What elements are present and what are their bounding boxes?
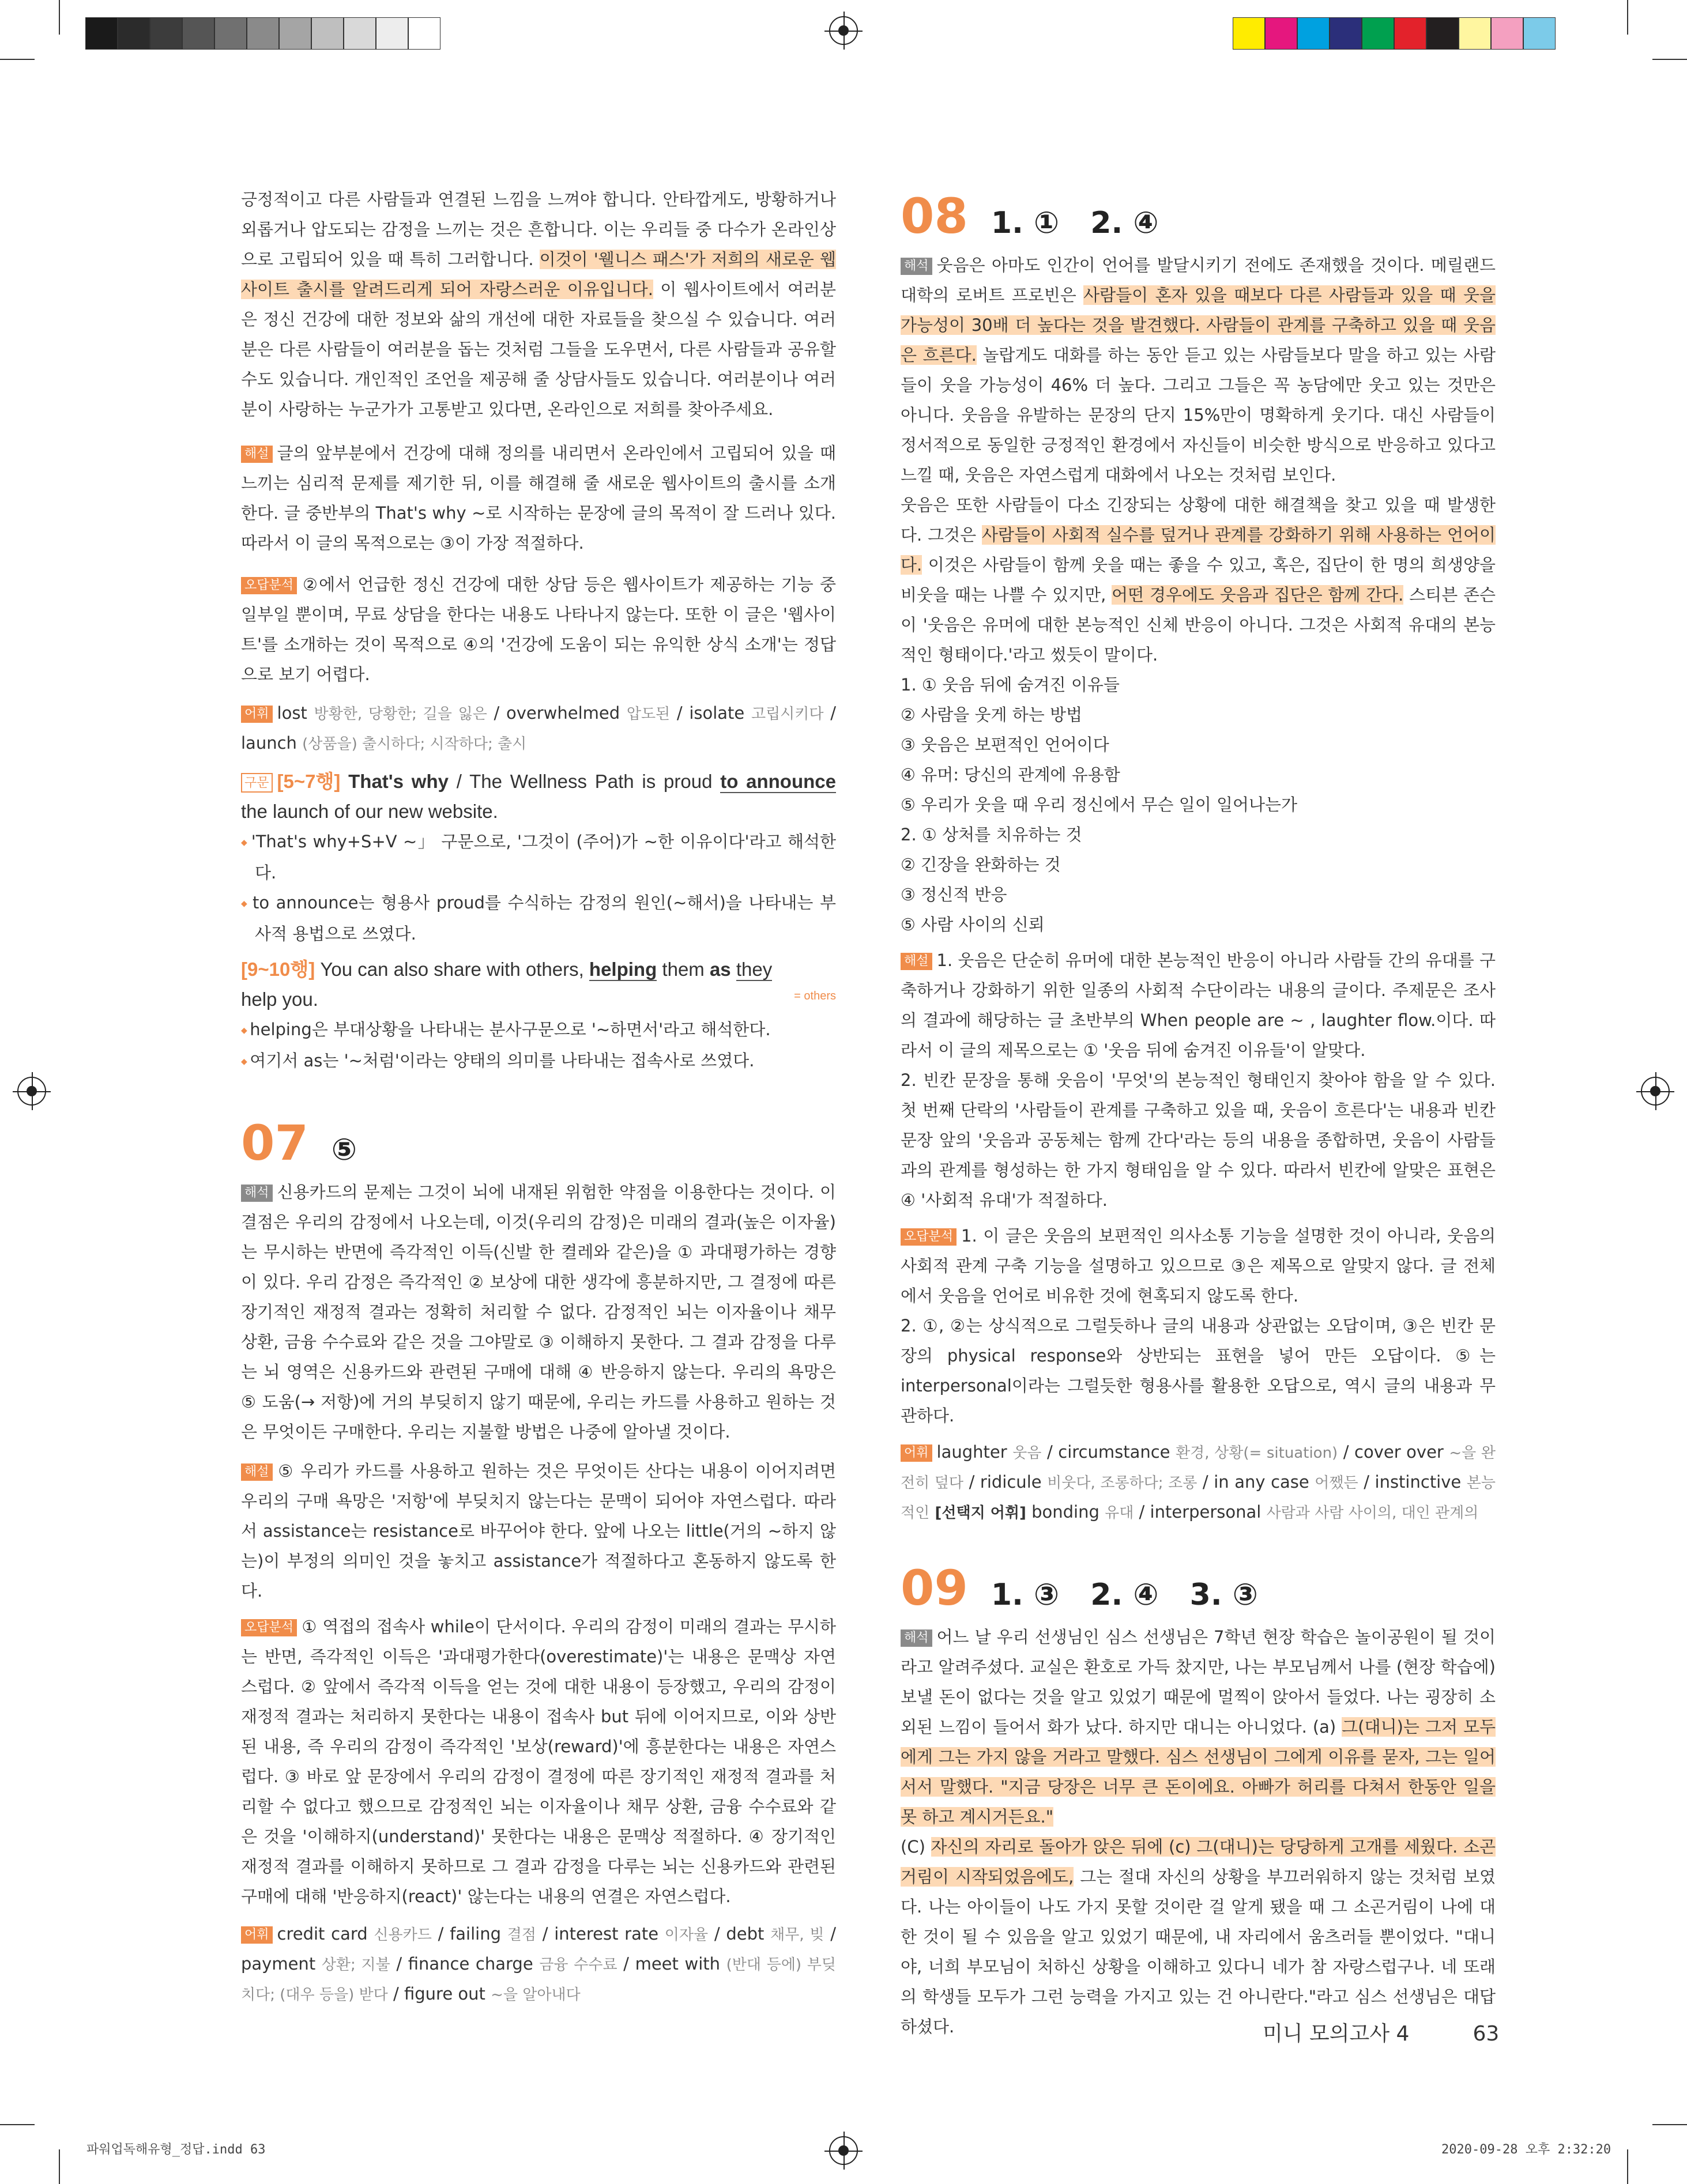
right-column — [901, 190, 1496, 2042]
syntax-bullet: ◆ helping은 부대상황을 나타내는 분사구문으로 '~하면서'라고 해석한다. — [241, 1014, 836, 1046]
choice-item: ② 긴장을 완화하는 것 — [901, 855, 1061, 874]
tag-odap: 오답분석 — [241, 1619, 297, 1636]
tag-haeseok: 해석 — [901, 258, 932, 275]
explanation: 해설 글의 앞부분에서 건강에 대해 정의를 내리면서 온라인에서 고립되어 있을 때 느끼는 심리적 문제를 제기한 뒤, 이를 해결해 줄 새로운 웹사이트의 출시를 소개한다. 글 중반부의 That's why ~로 시작하는 문장에 글의 목적이 잘 드러나 있다. 따라서 이 글의 목적으로는 ③이 가장 적절하다. — [241, 443, 836, 553]
choice-item: 1. ① 웃음 뒤에 숨겨진 이유들 — [901, 675, 1120, 695]
color-swatch — [150, 17, 182, 50]
color-swatch — [1265, 17, 1297, 50]
tag-haeseol: 해설 — [241, 446, 273, 463]
color-swatch — [376, 17, 408, 50]
question-07-header — [241, 1117, 836, 1169]
color-swatch — [247, 17, 279, 50]
tag-haeseol: 해설 — [901, 953, 932, 970]
crop-mark — [0, 59, 35, 60]
q07-wrong-answer-analysis: 오답분석 ① 역접의 접속사 while이 단서이다. 우리의 감정이 미래의 결과는 무시하는 반면, 즉각적인 이득은 '과대평가한다(overestimate)'는 내용은 문맥상 자연스럽다. ② 앞에서 즉각적 이득을 얻는 것에 대한 내용이 등장했고, 우리의 감정이 재정적 결과는 처리하지 못한다는 내용이 접속사 but 뒤에 이어지므로, 이와 상반된 내용, 즉 우리의 감정이 즉각적인 '보상(reward)'에 흥분한다는 내용은 자연스럽다. ③ 바로 앞 문장에서 우리의 감정이 결정에 따른 장기적인 재정적 결과를 처리할 수 없다고 했으므로 감정적인 뇌는 이자율이나 채무 상환, 금융 수수료와 같은 것을 '이해하지(understand)' 못한다는 내용은 문맥상 적절하다. ④ 장기적인 재정적 결과를 이해하지 못하므로 그 결과 감정을 다루는 뇌는 신용카드와 관련된 구매에 대해 '반응하지(react)' 않는다는 내용의 연결은 자연스럽다. — [241, 1617, 836, 1906]
color-swatch — [311, 17, 344, 50]
q08-wrong-answer-2: 2. ①, ②는 상식적으로 그럴듯하나 글의 내용과 상관없는 오답이며, ③은 빈칸 문장의 physical response와 상반되는 표현을 넣어 만든 오답이다. ⑤는 interpersonal이라는 그럴듯한 형용사를 활용한 오답으로, 역시 글의 내용과 무관하다. — [901, 1316, 1496, 1425]
highlighted-sentence: 이것이 '웰니스 패스'가 저희의 새로운 웹사이트 출시를 알려드리게 되어 자랑스러운 이유입니다. — [241, 250, 836, 299]
tag-vocab: 어휘 — [241, 706, 273, 723]
color-swatch — [182, 17, 214, 50]
choice-item: ② 사람을 웃게 하는 방법 — [901, 705, 1082, 725]
question-answer: ⑤ — [331, 1133, 357, 1167]
color-swatch — [279, 17, 311, 50]
q08-choices — [901, 670, 1496, 940]
syntax-bullet: ◆ to announce는 형용사 proud를 수식하는 감정의 원인(~해서)을 나타내는 부사적 용법으로 쓰였다. — [241, 888, 836, 949]
color-swatch — [344, 17, 376, 50]
color-swatch — [1394, 17, 1426, 50]
cmyk-color-bar — [1233, 17, 1556, 50]
choice-item: ⑤ 사람 사이의 신뢰 — [901, 915, 1045, 934]
vocabulary: 어휘 lost 방황한, 당황한; 길을 잃은 / overwhelmed 압도된 / isolate 고립시키다 / launch (상품을) 출시하다; 시작하다; 출시 — [241, 703, 836, 753]
syntax-bullet: ◆ 여기서 as는 '~처럼'이라는 양태의 의미를 나타내는 접속사로 쓰였다. — [241, 1046, 836, 1077]
tag-haeseok: 해석 — [241, 1185, 273, 1202]
syntax-bullet: ◆ 'That's why+S+V ~」 구문으로, '그것이 (주어)가 ~한 이유이다'라고 해석한다. — [241, 827, 836, 888]
registration-mark-icon — [829, 16, 858, 45]
grayscale-color-bar — [85, 17, 440, 50]
choice-item: ③ 정신적 반응 — [901, 885, 1007, 904]
color-swatch — [1459, 17, 1491, 50]
color-swatch — [1491, 17, 1523, 50]
color-swatch — [1297, 17, 1330, 50]
crop-mark — [1627, 0, 1628, 35]
question-answer: 1. ① 2. ④ — [991, 206, 1159, 240]
slug-filename: 파워업독해유형_정답.indd 63 — [86, 2142, 266, 2157]
q08-translation-p2: 웃음은 또한 사람들이 다소 긴장되는 상황에 대한 해결책을 찾고 있을 때 발생한다. 그것은 사람들이 사회적 실수를 덮거나 관계를 강화하기 위해 사용하는 언어이다. 이것은 사람들이 함께 웃을 때는 좋을 수 있고, 혹은, 집단이 한 명의 희생양을 비웃을 때는 나쁠 수 있지만, 어떤 경우에도 웃음과 집단은 함께 간다. 스티븐 존슨이 '웃음은 유머에 대한 본능적인 신체 반응이 아니다. 그것은 사회적 유대의 본능적인 형태이다.'라고 썼듯이 말이다. — [901, 495, 1496, 665]
crop-mark — [0, 2124, 35, 2125]
color-swatch — [85, 17, 118, 50]
syntax-note-1: 구문 [5~7행] That's why / The Wellness Path is proud to announce the launch of our new website. — [241, 771, 836, 822]
wrong-answer-analysis: 오답분석 ②에서 언급한 정신 건강에 대한 상담 등은 웹사이트가 제공하는 기능 중 일부일 뿐이며, 무료 상담을 한다는 내용도 나타나지 않는다. 또한 이 글은 '웹사이트'를 소개하는 것이 목적으로 ④의 '건강에 도움이 되는 유익한 상식 소개'는 정답으로 보기 어렵다. — [241, 575, 836, 684]
footer-title: 미니 모의고사 4 — [1263, 2022, 1410, 2046]
color-swatch — [1330, 17, 1362, 50]
q07-translation: 해석 신용카드의 문제는 그것이 뇌에 내재된 위험한 약점을 이용한다는 것이다. 이 결점은 우리의 감정에서 나오는데, 이것(우리의 감정)은 미래의 결과(높은 이자율)는 무시하는 반면에 즉각적인 이득(신발 한 켤레와 같은)을 ① 과대평가하는 경향이 있다. 우리 감정은 즉각적인 ② 보상에 대한 생각에 흥분하지만, 그 결정에 따른 장기적인 재정적 결과는 정확히 처리할 수 없다. 감정적인 뇌는 이자율이나 채무 상환, 금융 수수료와 같은 것을 그야말로 ③ 이해하지 못한다. 그 결과 감정을 다루는 뇌 영역은 신용카드와 관련된 구매에 대해 ④ 반응하지 않는다. 우리의 욕망은 ⑤ 도움(→ 저항)에 거의 부딪히지 않기 때문에, 우리는 카드를 사용하고 원하는 것은 무엇이든 구매한다. 우리는 지불할 방법은 나중에 알아낼 것이다. — [241, 1182, 836, 1442]
vocab-item: lost — [277, 703, 307, 723]
passage-translation: 긍정적이고 다른 사람들과 연결된 느낌을 느껴야 합니다. 안타깝게도, 방황하거나 외롭거나 압도되는 감정을 느끼는 것은 흔합니다. 이는 우리들 중 다수가 온라인상으로 고립되어 있을 때 특히 그러합니다. 이것이 '웰니스 패스'가 저희의 새로운 웹사이트 출시를 알려드리게 되어 자랑스러운 이유입니다. 이 웹사이트에서 여러분은 정신 건강에 대한 정보와 삶의 개선에 대한 자료들을 찾으실 수 있습니다. 여러분은 다른 사람들이 여러분을 돕는 것처럼 그들을 도우면서, 다른 사람들과 공유할 수도 있습니다. 개인적인 조언을 제공해 줄 상담사들도 있습니다. 여러분이나 여러분이 사랑하는 누군가가 고통받고 있다면, 온라인으로 저희를 찾아주세요. — [241, 190, 836, 419]
color-swatch — [1233, 17, 1265, 50]
crop-mark — [1627, 2149, 1628, 2184]
tag-odap: 오답분석 — [901, 1228, 957, 1246]
crop-mark — [59, 2149, 60, 2184]
color-swatch — [214, 17, 247, 50]
choice-item: 2. ① 상처를 치유하는 것 — [901, 825, 1082, 844]
q08-vocabulary: 어휘 laughter 웃음 / circumstance 환경, 상황(= situation) / cover over ~을 완전히 덮다 / ridicule 비웃다, 조롱하다; 조롱 / in any case 어쨌든 / instinctive 본능적인 [선택지 어휘] bonding 유대 / interpersonal 사람과 사람 사이의, 대인 관계의 — [901, 1442, 1496, 1522]
choice-item: ④ 유머: 당신의 관계에 유용함 — [901, 765, 1120, 784]
q08-wrong-answer-1: 오답분석 1. 이 글은 웃음의 보편적인 의사소통 기능을 설명한 것이 아니라, 웃음의 사회적 관계 구축 기능을 설명하고 있으므로 ③은 제목으로 알맞지 않다. 글 전체에서 웃음을 언어로 비유한 것에 현혹되지 않도록 한다. — [901, 1226, 1496, 1306]
registration-mark-icon — [1641, 1077, 1670, 1106]
q07-explanation: 해설 ⑤ 우리가 카드를 사용하고 원하는 것은 무엇이든 산다는 내용이 이어지려면 우리의 구매 욕망은 '저항'에 부딪치지 않는다는 문맥이 되어야 자연스럽다. 따라서 assistance는 resistance로 바꾸어야 한다. 앞에 나오는 little(거의 ~하지 않는)이 부정의 의미인 것을 놓치고 assistance가 적절하다고 혼동하지 않도록 한다. — [241, 1461, 836, 1601]
q07-vocabulary: 어휘 credit card 신용카드 / failing 결점 / interest rate 이자율 / debt 채무, 빚 / payment 상환; 지불 / finance charge 금융 수수료 / meet with (반대 등에) 부딪치다; (대우 등을) 받다 / figure out ~을 알아내다 — [241, 1924, 836, 2004]
question-08-header — [901, 190, 1496, 242]
question-number: 09 — [901, 1560, 968, 1616]
tag-vocab: 어휘 — [241, 1926, 273, 1944]
q08-translation-p1: 해석 웃음은 아마도 인간이 언어를 발달시키기 전에도 존재했을 것이다. 메릴랜드 대학의 로버트 프로빈은 사람들이 혼자 있을 때보다 다른 사람들과 있을 때 웃을 가능성이 30배 더 높다는 것을 발견했다. 사람들이 관계를 구축하고 있을 때 웃음은 흐른다. 놀랍게도 대화를 하는 동안 듣고 있는 사람들보다 말을 하고 있는 사람들이 웃을 가능성이 46% 더 높다. 그리고 그들은 꼭 농담에만 웃고 있는 것만은 아니다. 웃음을 유발하는 문장의 단지 15%만이 명확하게 웃기다. 대신 사람들이 정서적으로 동일한 긍정적인 환경에서 자신들이 비슷한 방식으로 반응하고 있다고 느낄 때, 웃음은 자연스럽게 대화에서 나오는 것처럼 보인다. — [901, 255, 1496, 485]
left-column — [241, 184, 836, 2009]
crop-mark — [1652, 59, 1687, 60]
tag-odap: 오답분석 — [241, 577, 297, 594]
registration-mark-icon — [17, 1077, 46, 1106]
tag-gumun: 구문 — [241, 773, 273, 793]
color-swatch — [118, 17, 150, 50]
registration-mark-icon — [829, 2136, 858, 2165]
q08-explanation-1: 해설 1. 웃음은 단순히 유머에 대한 본능적인 반응이 아니라 사람들 간의 유대를 구축하거나 강화하기 위한 일종의 사회적 수단이라는 내용의 글이다. 주제문은 조사의 결과에 해당하는 글 초반부의 When people are ~ , laughter flow.이다. 따라서 이 글의 제목으로는 ① '웃음 뒤에 숨겨진 이유들'이 알맞다. — [901, 950, 1496, 1060]
antecedent-note: = others — [794, 990, 836, 1002]
question-09-header — [901, 1562, 1496, 1614]
question-number: 07 — [241, 1115, 308, 1171]
q09-translation: 해석 어느 날 우리 선생님인 심스 선생님은 7학년 현장 학습은 놀이공원이 될 것이라고 알려주셨다. 교실은 환호로 가득 찼지만, 나는 부모님께서 나를 (현장 학습에) 보낼 돈이 없다는 것을 알고 있었기 때문에 멀찍이 앉아서 들었다. 나는 굉장히 소외된 느낌이 들어서 화가 났다. 하지만 대니는 아니었다. (a) 그(대니)는 그저 모두에게 그는 가지 않을 거라고 말했다. 심스 선생님이 그에게 이유를 묻자, 그는 일어서서 말했다. "지금 당장은 너무 큰 돈이에요. 아빠가 허리를 다쳐서 한동안 일을 못 하고 계시거든요." (C) 자신의 자리로 돌아가 앉은 뒤에 (c) 그(대니)는 당당하게 고개를 세웠다. 소곤거림이 시작되었음에도, 그는 절대 자신의 상황을 부끄러워하지 않는 것처럼 보였다. 나는 아이들이 나도 가지 못할 것이란 걸 알게 됐을 때 그 소곤거림이 나에 대한 것이 될 수 있음을 알고 있었기 때문에, 내 자리에서 움츠러들 뿐이었다. "대니야, 너희 부모님이 처하신 상황을 이해하고 있다니 네가 참 자랑스럽구나. 네 또래의 학생들 모두가 그런 능력을 가지고 있는 건 아니란다."라고 심스 선생님은 대답하셨다. — [901, 1627, 1496, 2036]
color-swatch — [408, 17, 440, 50]
question-answer: 1. ③ 2. ④ 3. ③ — [991, 1578, 1258, 1612]
color-swatch — [1523, 17, 1556, 50]
color-swatch — [1362, 17, 1394, 50]
syntax-note-2: [9~10행] You can also share with others, helping them as they help you. = others — [241, 959, 836, 1010]
choice-item: ⑤ 우리가 웃을 때 우리 정신에서 무슨 일이 일어나는가 — [901, 795, 1298, 814]
tag-haeseok: 해석 — [901, 1629, 932, 1647]
crop-mark — [59, 0, 60, 35]
page-footer — [1263, 2017, 1499, 2047]
crop-mark — [1652, 2124, 1687, 2125]
color-swatch — [1426, 17, 1459, 50]
slug-date: 2020-09-28 오후 2:32:20 — [1441, 2142, 1611, 2157]
q08-explanation-2: 2. 빈칸 문장을 통해 웃음이 '무엇'의 본능적인 형태인지 찾아야 함을 알 수 있다. 첫 번째 단락의 '사람들이 관계를 구축하고 있을 때, 웃음이 흐른다'는 내용과 빈칸 문장 앞의 '웃음과 공동체는 함께 간다'라는 등의 내용을 종합하면, 웃음이 사람들과의 관계를 형성하는 한 가지 형태임을 알 수 있다. 따라서 빈칸에 알맞은 표현은 ④ '사회적 유대'가 적절하다. — [901, 1070, 1496, 1210]
page-number: 63 — [1473, 2022, 1500, 2046]
tag-vocab: 어휘 — [901, 1444, 932, 1462]
question-number: 08 — [901, 188, 968, 244]
tag-haeseol: 해설 — [241, 1463, 273, 1481]
choice-item: ③ 웃음은 보편적인 언어이다 — [901, 735, 1109, 755]
